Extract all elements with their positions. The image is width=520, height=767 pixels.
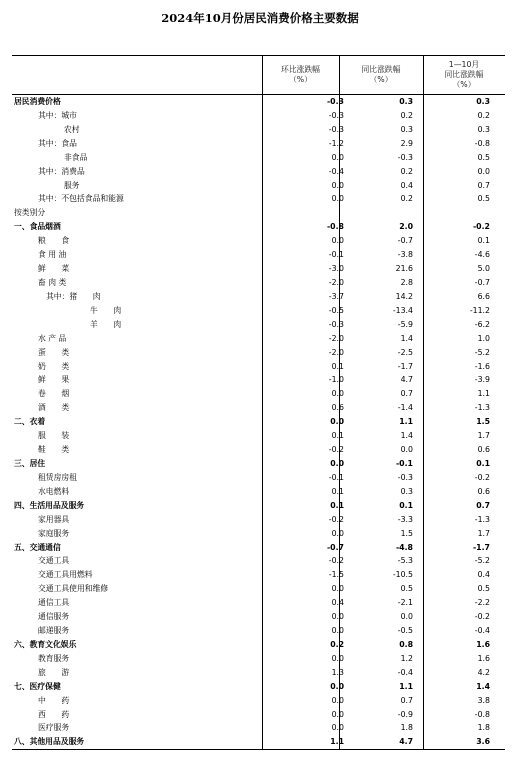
yoy-value: 0.3 (399, 97, 413, 106)
table-row (12, 708, 505, 722)
mom-value: 0.0 (331, 612, 344, 622)
mom-value: 0.2 (330, 639, 344, 649)
page-title: 2024年10月份居民消费价格主要数据 (161, 11, 359, 25)
mom-value: -0.3 (326, 97, 344, 106)
yoy-value: 0.3 (400, 486, 413, 496)
table-row (12, 179, 505, 193)
header-mom-line1: 环比涨跌幅 (281, 65, 320, 74)
yoy-value: 1.1 (399, 681, 413, 691)
mom-value: 0.1 (331, 361, 344, 371)
row-label: 食 用 油 (38, 250, 67, 260)
yoy-value: 2.8 (400, 277, 413, 287)
mom-value: -0.3 (328, 124, 344, 134)
table-row (12, 248, 505, 262)
table-row (12, 443, 505, 457)
mom-value: -2.0 (328, 347, 344, 357)
ytd-value: 1.4 (476, 681, 490, 691)
table-row (12, 415, 505, 429)
ytd-value: 1.6 (477, 653, 490, 663)
row-label: 农村 (64, 124, 80, 134)
mom-value: 1.1 (330, 737, 344, 747)
row-label: 奶 类 (38, 361, 70, 371)
yoy-value: 0.4 (400, 180, 413, 190)
mom-value: 0.0 (331, 236, 344, 246)
yoy-value: 4.7 (399, 737, 413, 747)
row-label: 牛 肉 (90, 305, 122, 315)
table-row (12, 721, 505, 735)
mom-value: 0.0 (331, 152, 344, 162)
ytd-value: -0.2 (474, 472, 490, 482)
table-row (12, 304, 505, 318)
ytd-value: -4.6 (474, 250, 490, 260)
yoy-value: 14.2 (395, 291, 413, 301)
mom-value: 1.3 (331, 667, 344, 677)
row-label: 畜 肉 类 (38, 277, 67, 287)
mom-value: -2.0 (328, 277, 344, 287)
mom-value: 0.0 (331, 389, 344, 399)
ytd-value: 0.4 (477, 570, 490, 580)
row-label: 租赁房房租 (38, 472, 77, 482)
table-row (12, 638, 505, 652)
row-label: 旅 游 (38, 667, 70, 677)
row-label: 按类别分 (14, 208, 46, 218)
table-row (12, 666, 505, 680)
mom-value: -1.0 (328, 375, 344, 385)
table-row (12, 541, 505, 555)
ytd-value: 3.6 (476, 737, 490, 747)
yoy-value: -3.3 (397, 514, 413, 524)
row-label: 其中：消费品 (38, 166, 85, 176)
table-row (12, 165, 505, 179)
yoy-value: 0.1 (399, 500, 413, 510)
header-ytd-line1: 1—10月 (448, 60, 480, 69)
mom-value: -0.2 (328, 556, 344, 566)
yoy-value: -0.4 (397, 667, 413, 677)
header-ytd-line3: （%） (452, 80, 476, 89)
header-yoy (339, 56, 423, 94)
mom-value: -0.3 (328, 319, 344, 329)
mom-value: 0.0 (330, 417, 344, 427)
table-row (12, 582, 505, 596)
row-label: 三、居住 (14, 458, 46, 468)
table-row (12, 332, 505, 346)
mom-value: -0.1 (328, 250, 344, 260)
yoy-value: 0.2 (400, 110, 413, 120)
ytd-value: -5.2 (474, 347, 490, 357)
yoy-value: -2.1 (397, 598, 413, 608)
mom-value: 0.0 (331, 709, 344, 719)
ytd-value: -0.2 (474, 612, 490, 622)
ytd-value: -0.2 (472, 222, 490, 232)
table-row (12, 596, 505, 610)
yoy-value: -0.5 (397, 626, 413, 636)
row-label: 酒 类 (38, 403, 70, 413)
row-label: 卷 烟 (38, 389, 70, 399)
ytd-value: 0.3 (476, 97, 490, 106)
row-label: 交通工具用燃料 (38, 570, 93, 580)
yoy-value: 0.8 (399, 639, 413, 649)
row-label: 教育服务 (38, 653, 70, 663)
ytd-value: 1.5 (476, 417, 490, 427)
row-label: 交通工具使用和维修 (38, 584, 109, 594)
ytd-value: 0.1 (476, 458, 490, 468)
row-label: 四、生活用品及服务 (14, 500, 85, 510)
table-row (12, 652, 505, 666)
mom-value: 0.6 (331, 403, 344, 413)
row-label: 邮递服务 (38, 626, 70, 636)
mom-value: 0.0 (330, 681, 344, 691)
mom-value: -1.5 (328, 570, 344, 580)
ytd-value: 5.0 (477, 264, 490, 274)
table-row (12, 471, 505, 485)
table-row (12, 151, 505, 165)
ytd-value: 0.7 (477, 180, 490, 190)
row-label: 一、食品烟酒 (14, 222, 61, 232)
yoy-value: -0.7 (397, 236, 413, 246)
row-label: 服务 (64, 180, 80, 190)
row-label: 二、衣着 (14, 417, 46, 427)
yoy-value: 4.7 (400, 375, 413, 385)
row-label: 交通工具 (38, 556, 70, 566)
ytd-value: 1.7 (477, 528, 490, 538)
yoy-value: 1.8 (400, 723, 413, 733)
table-row (12, 735, 505, 749)
table-header (12, 56, 505, 95)
ytd-value: -1.3 (474, 403, 490, 413)
ytd-value: 1.0 (477, 333, 490, 343)
row-label: 六、教育文化娱乐 (14, 639, 77, 649)
ytd-value: -1.7 (472, 542, 490, 552)
header-mom (262, 56, 339, 94)
mom-value: 0.0 (331, 653, 344, 663)
mom-value: 0.1 (330, 500, 344, 510)
table-row (12, 262, 505, 276)
mom-value: 0.4 (331, 598, 344, 608)
table-row (12, 694, 505, 708)
mom-value: 0.0 (331, 180, 344, 190)
row-label: 水 产 品 (38, 333, 67, 343)
table-row (12, 387, 505, 401)
yoy-value: -5.9 (397, 319, 413, 329)
yoy-value: -0.3 (397, 152, 413, 162)
yoy-value: 1.2 (400, 653, 413, 663)
column-divider (423, 56, 424, 749)
cpi-table (12, 55, 505, 750)
table-row (12, 137, 505, 151)
ytd-value: -6.2 (474, 319, 490, 329)
mom-value: -0.7 (326, 542, 344, 552)
row-label: 蛋 类 (38, 347, 70, 357)
ytd-value: 4.2 (477, 667, 490, 677)
row-label: 其中：城市 (38, 110, 77, 120)
ytd-value: 3.8 (477, 695, 490, 705)
table-body (12, 95, 505, 749)
yoy-value: -5.3 (397, 556, 413, 566)
table-row (12, 401, 505, 415)
column-divider (339, 56, 340, 749)
row-label: 鞋 类 (38, 445, 70, 455)
yoy-value: -1.4 (397, 403, 413, 413)
table-row (12, 206, 505, 220)
mom-value: -0.1 (328, 472, 344, 482)
ytd-value: -1.3 (474, 514, 490, 524)
yoy-value: 0.2 (400, 194, 413, 204)
table-row (12, 346, 505, 360)
ytd-value: 1.8 (477, 723, 490, 733)
mom-value: 0.0 (330, 458, 344, 468)
table-row (12, 373, 505, 387)
table-row (12, 123, 505, 137)
ytd-value: 0.5 (477, 584, 490, 594)
ytd-value: 0.6 (477, 486, 490, 496)
mom-value: -0.3 (328, 110, 344, 120)
column-divider (262, 56, 263, 749)
yoy-value: -0.1 (395, 458, 413, 468)
table-row (12, 680, 505, 694)
mom-value: -3.0 (328, 264, 344, 274)
row-label: 家庭服务 (38, 528, 70, 538)
mom-value: -0.5 (328, 305, 344, 315)
ytd-value: 1.7 (477, 431, 490, 441)
table-row (12, 234, 505, 248)
header-yoy-line1: 同比涨跌幅 (361, 65, 401, 74)
ytd-value: 0.6 (477, 445, 490, 455)
ytd-value: -11.2 (469, 305, 490, 315)
ytd-value: -2.2 (474, 598, 490, 608)
yoy-value: 1.5 (400, 528, 413, 538)
row-label: 家用器具 (38, 514, 70, 524)
mom-value: 0.0 (331, 194, 344, 204)
table-row (12, 360, 505, 374)
mom-value: -2.0 (328, 333, 344, 343)
yoy-value: 0.7 (400, 389, 413, 399)
table-row (12, 527, 505, 541)
yoy-value: 1.4 (400, 431, 413, 441)
yoy-value: 1.4 (400, 333, 413, 343)
row-label: 鲜 菜 (38, 264, 70, 274)
ytd-value: 0.0 (477, 166, 490, 176)
row-label: 医疗服务 (38, 723, 70, 733)
row-label: 粮 食 (38, 236, 70, 246)
row-label: 七、医疗保健 (14, 681, 61, 691)
ytd-value: 0.5 (477, 152, 490, 162)
table-row (12, 192, 505, 206)
header-ytd (423, 56, 505, 94)
yoy-value: 0.2 (400, 166, 413, 176)
yoy-value: 0.0 (400, 445, 413, 455)
row-label: 其中：不包括食品和能源 (38, 194, 124, 204)
yoy-value: -0.9 (397, 709, 413, 719)
row-label: 八、其他用品及服务 (14, 737, 85, 747)
row-label: 其中：食品 (38, 138, 77, 148)
mom-value: 0.0 (331, 695, 344, 705)
table-row (12, 109, 505, 123)
ytd-value: 1.6 (476, 639, 490, 649)
table-row (12, 220, 505, 234)
row-label: 居民消费价格 (14, 97, 61, 106)
header-ytd-line2: 同比涨跌幅 (444, 70, 484, 79)
yoy-value: 2.9 (400, 138, 413, 148)
row-label: 非食品 (64, 152, 88, 162)
ytd-value: -0.4 (474, 626, 490, 636)
mom-value: -0.8 (326, 222, 344, 232)
mom-value: 0.0 (331, 528, 344, 538)
yoy-value: 0.7 (400, 695, 413, 705)
table-row (12, 95, 505, 109)
ytd-value: -0.7 (474, 277, 490, 287)
table-row (12, 290, 505, 304)
mom-value: -3.7 (328, 291, 344, 301)
ytd-value: 0.2 (477, 110, 490, 120)
yoy-value: 2.0 (399, 222, 413, 232)
table-row (12, 610, 505, 624)
row-label: 中 药 (38, 695, 70, 705)
ytd-value: 1.1 (477, 389, 490, 399)
ytd-value: -3.9 (474, 375, 490, 385)
ytd-value: 0.7 (476, 500, 490, 510)
yoy-value: -3.8 (397, 250, 413, 260)
row-label: 通信服务 (38, 612, 70, 622)
yoy-value: 0.0 (400, 612, 413, 622)
row-label: 羊 肉 (90, 319, 122, 329)
yoy-value: 0.3 (400, 124, 413, 134)
mom-value: 0.1 (331, 486, 344, 496)
yoy-value: -0.3 (397, 472, 413, 482)
mom-value: 0.0 (331, 584, 344, 594)
yoy-value: -13.4 (392, 305, 413, 315)
table-row (12, 513, 505, 527)
table-row (12, 276, 505, 290)
ytd-value: -5.2 (474, 556, 490, 566)
row-label: 水电燃料 (38, 486, 70, 496)
table-row (12, 554, 505, 568)
table-row (12, 457, 505, 471)
row-label: 其中：猪 肉 (46, 291, 101, 301)
ytd-value: -1.6 (474, 361, 490, 371)
ytd-value: -0.8 (474, 138, 490, 148)
ytd-value: 0.5 (477, 194, 490, 204)
yoy-value: -2.5 (397, 347, 413, 357)
header-yoy-line2: （%） (369, 75, 393, 84)
table-row (12, 499, 505, 513)
yoy-value: 1.1 (399, 417, 413, 427)
mom-value: 0.0 (331, 723, 344, 733)
mom-value: -0.2 (328, 445, 344, 455)
ytd-value: -0.8 (474, 709, 490, 719)
row-label: 西 药 (38, 709, 70, 719)
mom-value: 0.0 (331, 626, 344, 636)
table-row (12, 485, 505, 499)
yoy-value: 21.6 (395, 264, 413, 274)
mom-value: -0.2 (328, 514, 344, 524)
ytd-value: 0.3 (477, 124, 490, 134)
ytd-value: 0.1 (477, 236, 490, 246)
table-row (12, 429, 505, 443)
yoy-value: -1.7 (397, 361, 413, 371)
table-row (12, 568, 505, 582)
row-label: 通信工具 (38, 598, 70, 608)
mom-value: 0.1 (331, 431, 344, 441)
yoy-value: -10.5 (392, 570, 413, 580)
yoy-value: 0.5 (400, 584, 413, 594)
mom-value: -1.2 (328, 138, 344, 148)
yoy-value: -4.8 (395, 542, 413, 552)
header-mom-line2: （%） (288, 75, 312, 84)
row-label: 服 装 (38, 431, 70, 441)
row-label: 五、交通通信 (14, 542, 61, 552)
table-row (12, 318, 505, 332)
table-row (12, 624, 505, 638)
row-label: 鲜 果 (38, 375, 70, 385)
ytd-value: 6.6 (477, 291, 490, 301)
mom-value: -0.4 (328, 166, 344, 176)
